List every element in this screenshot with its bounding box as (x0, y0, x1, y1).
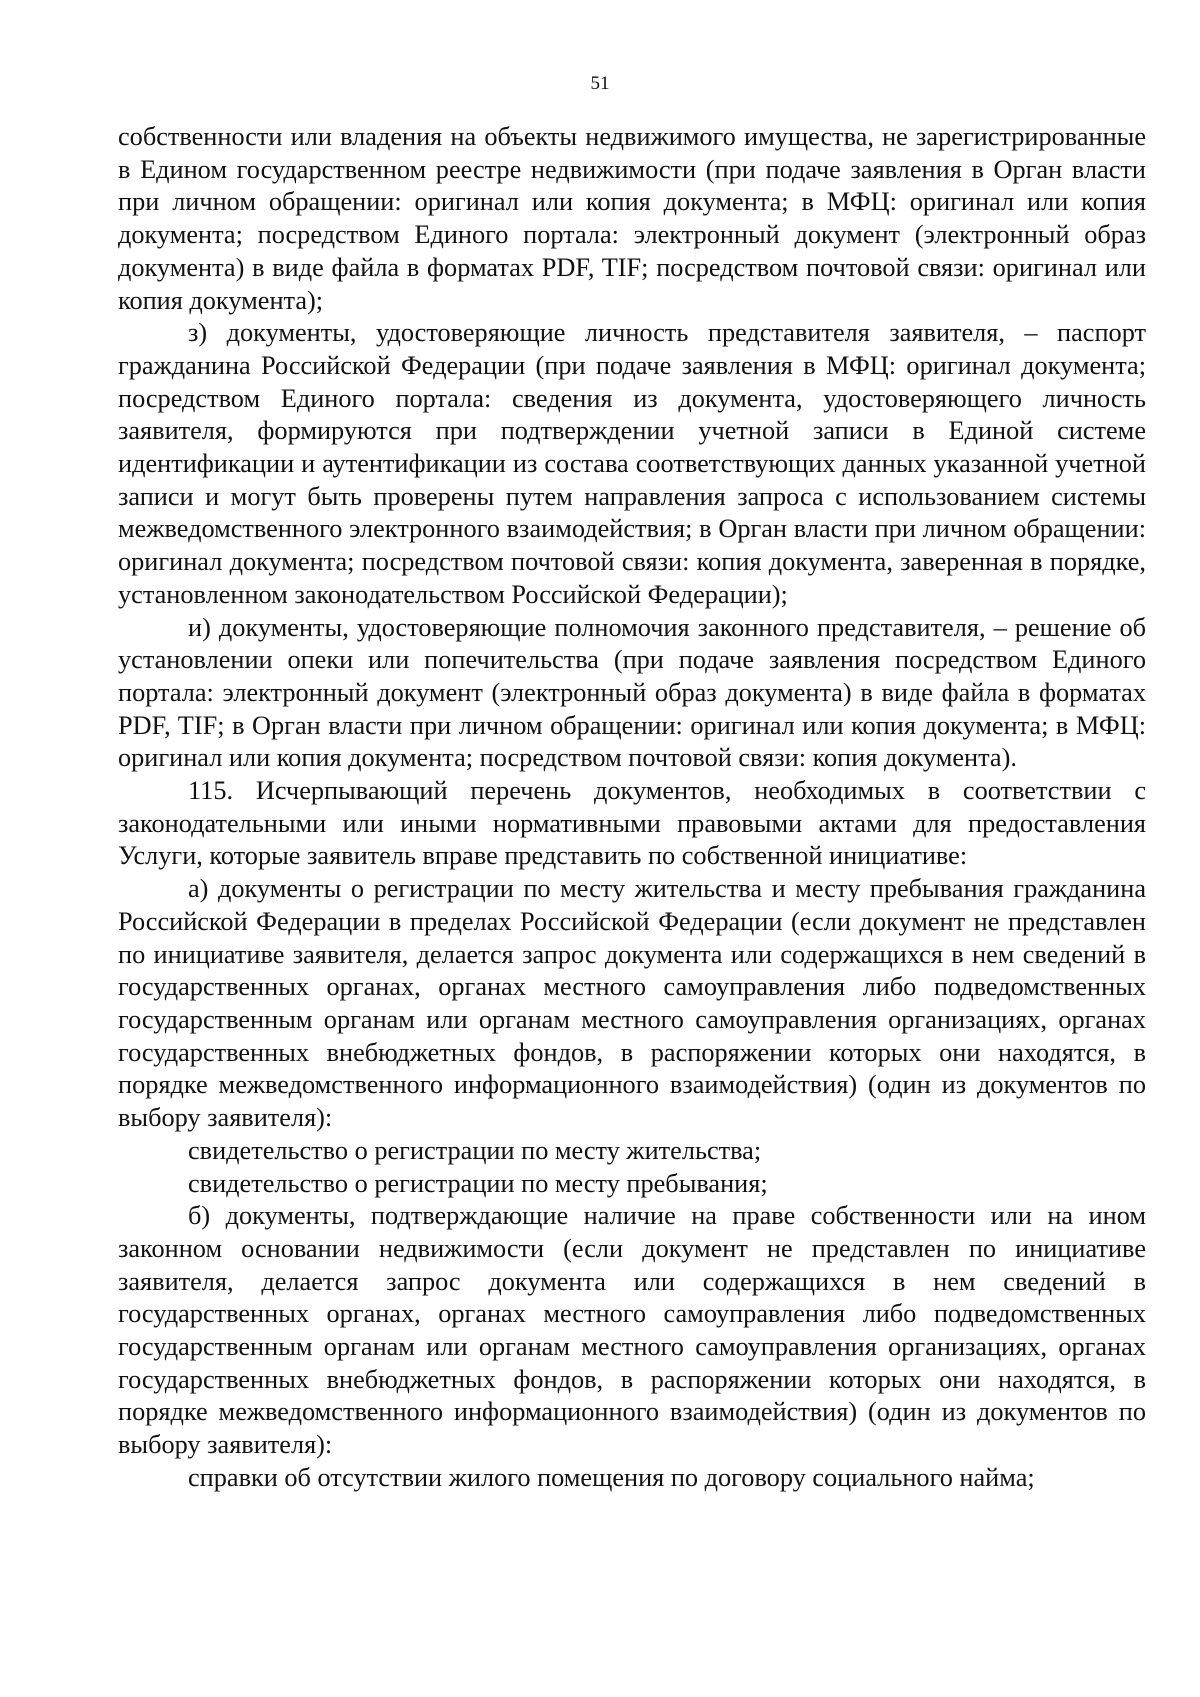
paragraph-item-b: б) документы, подтверждающие наличие на праве собственности или на ином законном основании недвижимости (если документ не представлен по инициативе заявителя, делается запрос документа или содержащихся в нем сведений в государственных органах, органах местного самоуправления либо подведомственных государственным органам или органам местного самоуправления организациях, органах государственных внебюджетных фондов, в распоряжении которых они находятся, в порядке межведомственного информационного взаимодействия) (один из документов по выбору заявителя): (118, 1201, 1146, 1460)
list-item-stay-certificate: свидетельство о регистрации по месту пребывания; (188, 1168, 768, 1198)
page-number: 51 (590, 73, 610, 94)
paragraph-item-i: и) документы, удостоверяющие полномочия законного представителя, – решение об установлении опеки или попечительства (при подаче заявления посредством Единого портала: электронный документ (электронный образ документа) в виде файла в форматах PDF, TIF; в Орган власти при личном обращении: оригинал или копия документа; в МФЦ: оригинал или копия документа; посредством почтовой связи: копия документа). (118, 612, 1146, 773)
list-item-residence-certificate: свидетельство о регистрации по месту жительства; (188, 1135, 762, 1165)
paragraph-continuation: собственности или владения на объекты недвижимого имущества, не зарегистрированные в Едином государственном реестре недвижимости (при подаче заявления в Орган власти при личном обращении: оригинал или копия документа; в МФЦ: оригинал или копия документа; посредством Единого портала: электронный документ (электронный образ документа) в виде файла в форматах PDF, TIF; посредством почтовой связи: оригинал или копия документа); (118, 122, 1146, 315)
paragraph-clause-115: 115. Исчерпывающий перечень документов, необходимых в соответствии с законодательными или иными нормативными правовыми актами для предоставления Услуги, которые заявитель вправе представить по собственной инициативе: (118, 776, 1146, 871)
paragraph-item-a: а) документы о регистрации по месту жительства и месту пребывания гражданина Российской Федерации в пределах Российской Федерации (если документ не представлен по инициативе заявителя, делается запрос документа или содержащихся в нем сведений в государственных органах, органах местного самоуправления либо подведомственных государственным органам или органам местного самоуправления организациях, органах государственных внебюджетных фондов, в распоряжении которых они находятся, в порядке межведомственного информационного взаимодействия) (один из документов по выбору заявителя): (118, 874, 1146, 1133)
document-body (118, 121, 1146, 1495)
paragraph-item-z: з) документы, удостоверяющие личность представителя заявителя, – паспорт гражданина Российской Федерации (при подаче заявления в МФЦ: оригинал документа; посредством Единого портала: сведения из документа, удостоверяющего личность заявителя, формируются при подтверждении учетной записи в Единой системе идентификации и аутентификации из состава соответствующих данных указанной учетной записи и могут быть проверены путем направления запроса с использованием системы межведомственного электронного взаимодействия; в Орган власти при личном обращении: оригинал документа; посредством почтовой связи: копия документа, заверенная в порядке, установленном законодательством Российской Федерации); (118, 318, 1146, 609)
list-item-housing-certificate: справки об отсутствии жилого помещения по договору социального найма; (188, 1462, 1035, 1492)
